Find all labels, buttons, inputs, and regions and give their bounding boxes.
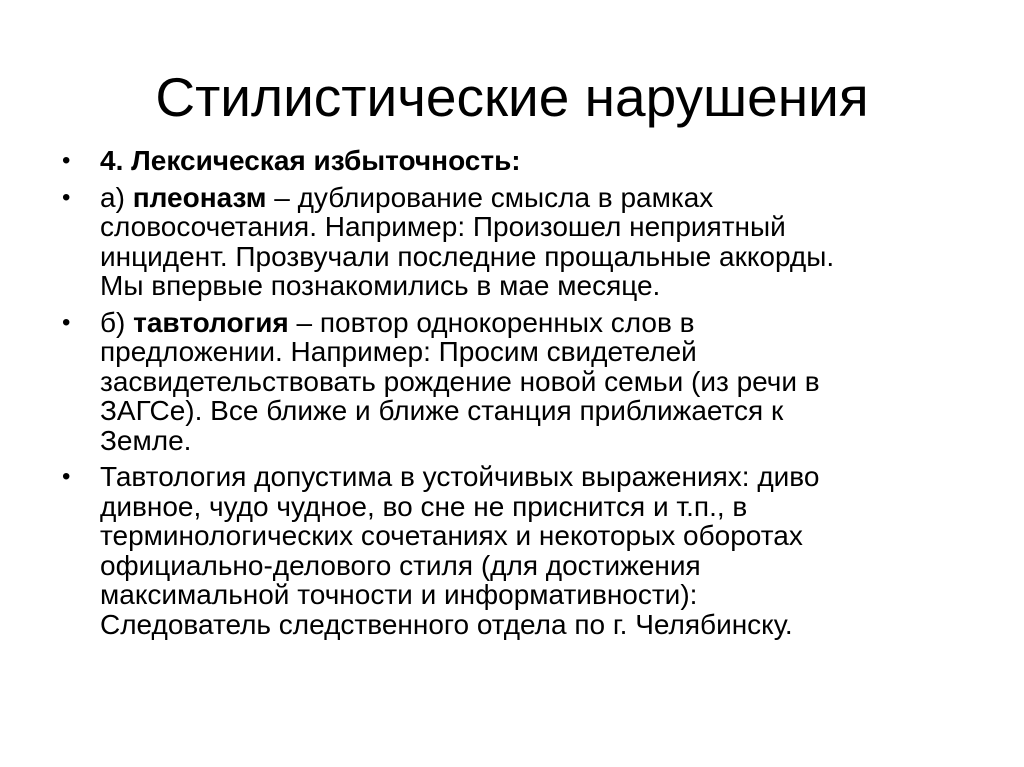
section-heading: 4. Лексическая избыточность: xyxy=(100,145,521,176)
bullet-item-tautology xyxy=(62,308,962,456)
text-line: официально-делового стиля (для достижения xyxy=(100,549,701,581)
bullet-icon: • xyxy=(62,183,71,211)
item-prefix: б) xyxy=(100,306,134,338)
text-line: Тавтология допустима в устойчивых выражениях: диво xyxy=(100,461,820,492)
term-tautology: тавтология xyxy=(133,306,289,338)
text-line xyxy=(100,183,962,213)
text-line: словосочетания. Например: Произошел неприятный xyxy=(100,211,786,242)
text-line: инцидент. Прозвучали последние прощальные аккорды. xyxy=(100,240,835,272)
text-line: максимальной точности и информативности): xyxy=(100,579,698,610)
term-pleonasm: плеоназм xyxy=(132,181,267,213)
bullet-list xyxy=(62,146,962,646)
text-line: терминологических сочетаниях и некоторых оборотах xyxy=(100,520,803,551)
bullet-icon: • xyxy=(62,147,71,174)
text-line: Земле. xyxy=(100,424,192,456)
slide-title: Стилистические нарушения xyxy=(155,66,869,128)
text-line xyxy=(100,308,962,338)
bullet-item-pleonasm xyxy=(62,183,962,301)
bullet-icon: • xyxy=(62,463,71,490)
text-line: ЗАГСе). Все ближе и ближе станция приближается к xyxy=(100,395,784,426)
text-line: Мы впервые познакомились в мае месяце. xyxy=(100,270,661,301)
definition-text: – повтор однокоренных слов в xyxy=(288,306,695,338)
text-line: Следователь следственного отдела по г. Челябинску. xyxy=(100,608,793,640)
bullet-item-heading xyxy=(62,146,962,176)
item-prefix: а) xyxy=(100,181,133,213)
text-line: засвидетельствовать рождение новой семьи (из речи в xyxy=(100,365,820,397)
text-line: дивное, чудо чудное, во сне не приснится и т.п., в xyxy=(100,490,748,522)
definition-text: – дублирование смысла в рамках xyxy=(266,181,714,213)
text-line: предложении. Например: Просим свидетелей xyxy=(100,336,697,367)
bullet-item-allowed-tautology xyxy=(62,462,962,639)
bullet-icon: • xyxy=(62,308,71,336)
